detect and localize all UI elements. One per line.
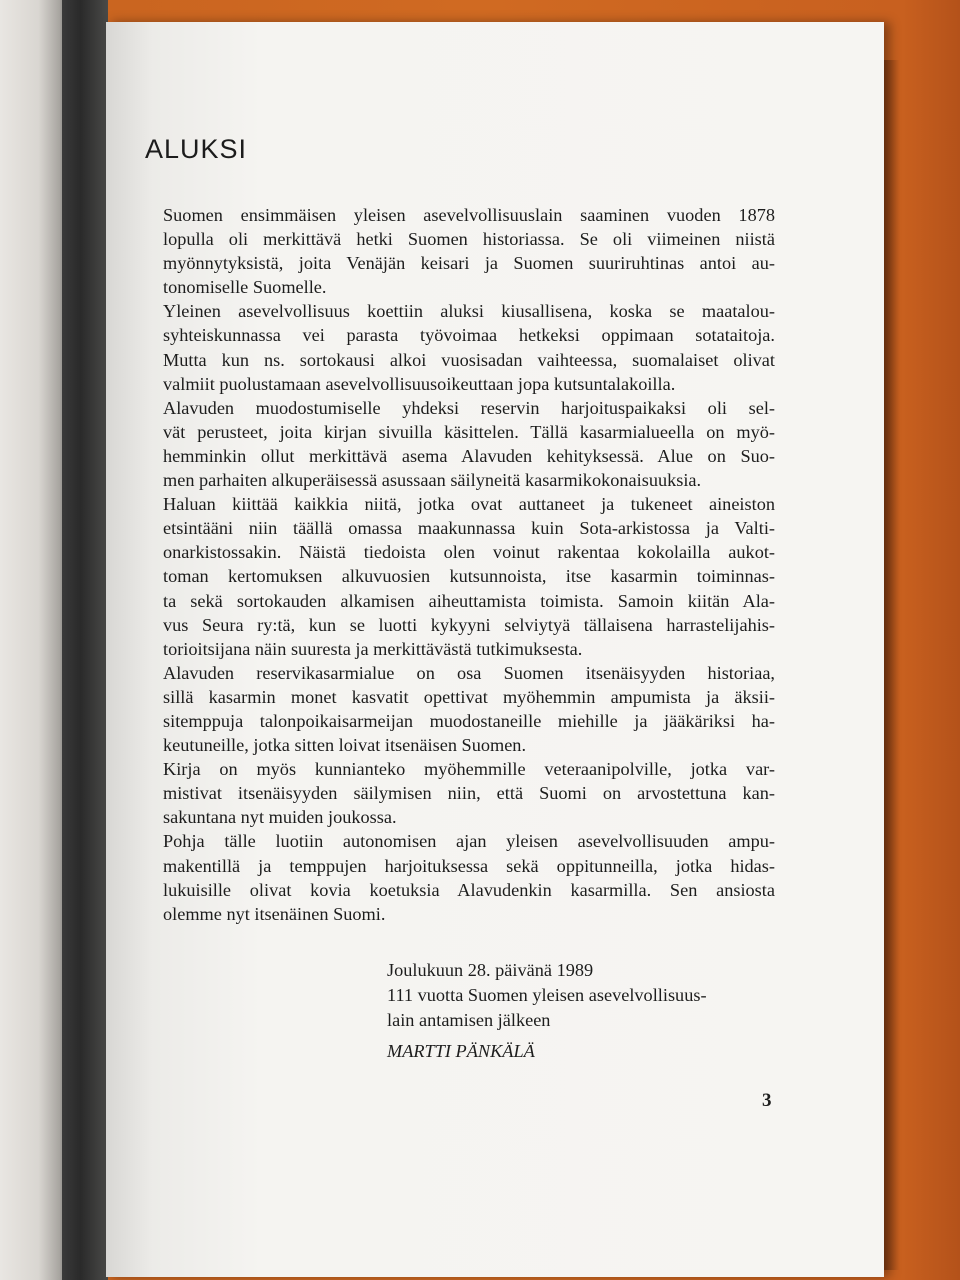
paragraph (145, 203, 775, 299)
text-line: tonomiselle Suomelle. (163, 277, 327, 298)
page-number: 3 (762, 1090, 772, 1111)
text-line: Suomen ensimmäisen yleisen asevelvollisuuslain saaminen vuoden 1878 (163, 205, 775, 225)
chapter-heading: ALUKSI (145, 134, 248, 164)
text-line: myönnytyksistä, joita Venäjän keisari ja Suomen suuriruhtinas antoi au- (163, 253, 775, 274)
text-line: Pohja tälle luotiin autonomisen ajan yleisen asevelvollisuuden ampu- (163, 831, 775, 852)
signature-note: 111 vuotta Suomen yleisen asevelvollisuus- (387, 985, 707, 1005)
text-line: onarkistossakin. Näistä tiedoista olen voinut rakentaa kokolailla aukot- (163, 542, 775, 563)
text-line: vät perusteet, joita kirjan sivuilla käsittelen. Tällä kasarmialueella on myö- (163, 421, 775, 442)
text-line: makentillä ja temppujen harjoituksessa sekä oppitunneilla, jotka hidas- (163, 855, 775, 876)
text-line: sakuntana nyt muiden joukossa. (163, 807, 397, 828)
text-line: Alavuden muodostumiselle yhdeksi reservin harjoituspaikaksi oli sel- (163, 397, 775, 418)
text-line: lukuisille olivat kovia koetuksia Alavudenkin kasarmilla. Sen ansiosta (163, 879, 775, 900)
author-name: MARTTI PÄNKÄLÄ (387, 1041, 535, 1061)
text-line: lopulla oli merkittävä hetki Suomen historiassa. Se oli viimeinen niistä (163, 229, 775, 250)
text-line: torioitsijana näin suuresta ja merkittävästä tutkimuksesta. (163, 638, 583, 659)
text-line: olemme nyt itsenäinen Suomi. (163, 903, 386, 924)
text-line: Alavuden reservikasarmialue on osa Suomen itsenäisyyden historiaa, (163, 662, 775, 683)
body-text (145, 203, 775, 926)
signature-date: Joulukuun 28. päivänä 1989 (387, 960, 594, 980)
text-line: etsintääni niin täällä omassa maakunnassa kuin Sota-arkistossa ja Valti- (163, 518, 775, 539)
text-line: Yleinen asevelvollisuus koettiin aluksi kiusallisena, koska se maatalou- (163, 301, 775, 322)
text-line: men parhaiten alkuperäisessä asussaan säilyneitä kasarmikokonaisuuksia. (163, 470, 702, 491)
text-line: Kirja on myös kunnianteko myöhemmille veteraanipolville, jotka var- (163, 759, 775, 780)
book-spine-shadow (62, 0, 108, 1280)
text-line: sillä kasarmin monet kasvatit opettivat myöhemmin ampumista ja äksii- (163, 686, 775, 707)
text-line: hemminkin ollut merkittävä asema Alavuden kehityksessä. Alue on Suo- (163, 445, 775, 466)
text-line: Mutta kun ns. sortokausi alkoi vuosisadan vaihteessa, suomalaiset olivat (163, 349, 775, 370)
paragraph (145, 299, 775, 395)
text-line: ta sekä sortokauden alkamisen aiheuttamista toimista. Samoin kiitän Ala- (163, 590, 775, 611)
page-edge-shadow (884, 60, 900, 1270)
signature-note: lain antamisen jälkeen (387, 1010, 551, 1030)
signature-block (387, 958, 787, 1064)
left-page-edge (0, 0, 70, 1280)
paragraph (145, 492, 775, 661)
paragraph (145, 396, 775, 492)
paragraph (145, 661, 775, 757)
text-line: mistivat itsenäisyyden säilymisen niin, että Suomi on arvostettuna kan- (163, 783, 775, 804)
text-line: syhteiskunnassa vei parasta työvoimaa hetkeksi oppimaan sotataitoja. (163, 325, 775, 346)
text-line: toman kertomuksen alkuvuosien kutsunnoista, itse kasarmin toiminnas- (163, 566, 775, 587)
text-line: keutuneille, jotka sitten loivat itsenäisen Suomen. (163, 735, 527, 756)
paragraph (145, 757, 775, 829)
text-line: valmiit puolustamaan asevelvollisuusoikeuttaan jopa kutsuntalakoilla. (163, 373, 676, 394)
text-line: vus Seura ry:tä, kun se luotti kykyyni selviytyä tällaisena harrastelijahis- (163, 614, 775, 635)
paragraph (145, 829, 775, 925)
text-line: sitemppuja talonpoikaisarmeijan muodostaneille miehille ja jääkäriksi ha- (163, 710, 775, 731)
text-line: Haluan kiittää kaikkia niitä, jotka ovat auttaneet ja tukeneet aineiston (163, 494, 775, 515)
